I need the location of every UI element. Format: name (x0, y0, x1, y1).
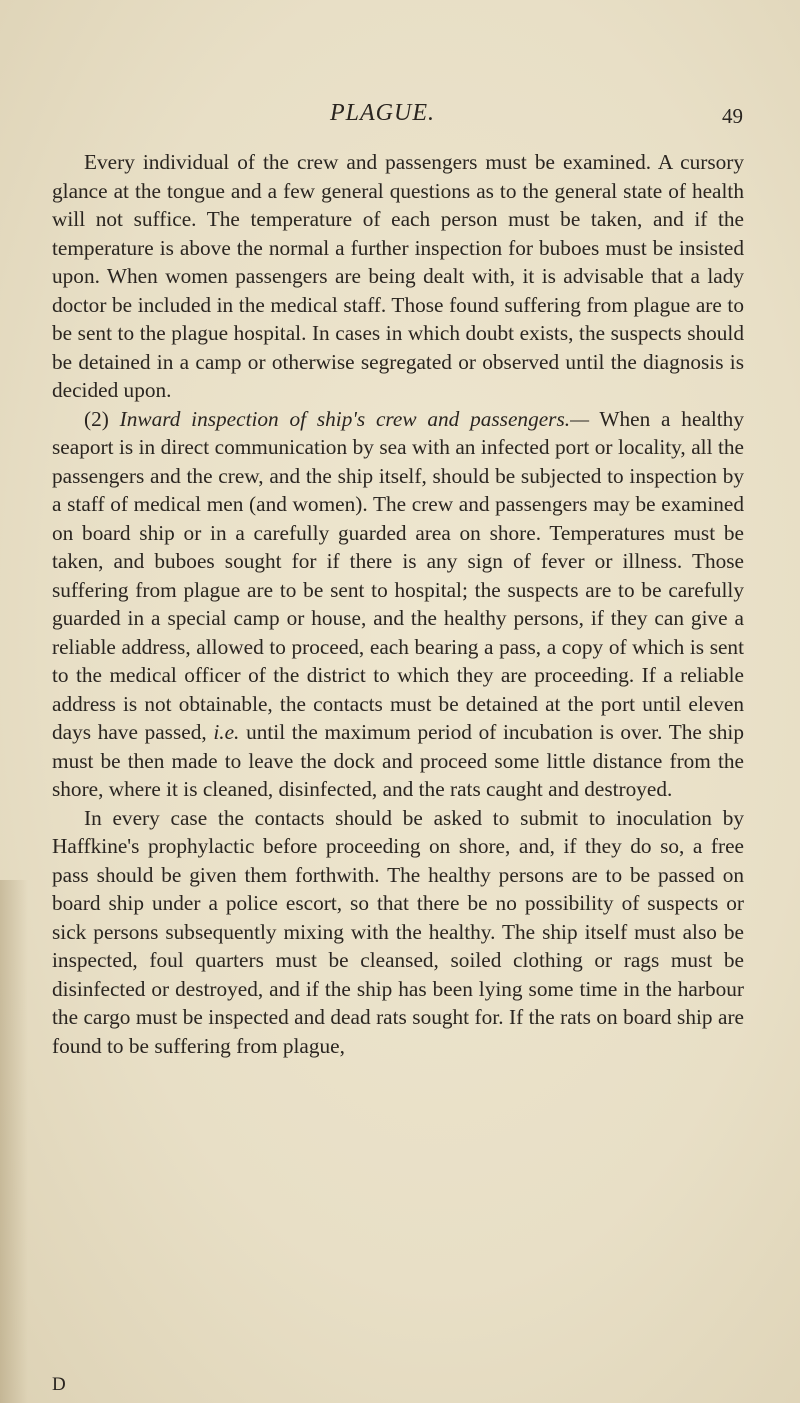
paragraph-1: Every individual of the crew and passengers must be examined. A cursory glance at the tongue and a few general questions as to the general state of health will not suffice. The temperature of each person must be taken, and if the temperature is above the normal a further inspection for buboes must be insisted upon. When women passengers are being dealt with, it is advisable that a lady doctor be included in the medical staff. Those found suffering from plague are to be sent to the plague hospital. In cases in which doubt exists, the suspects should be detained in a camp or otherwise segregated or observed until the diagnosis is decided upon. (52, 150, 744, 402)
section-number: (2) (84, 406, 109, 431)
paragraph-2-text: When a healthy seaport is in direct communication by sea with an infected port or locality, all the passengers and the crew, and the ship itself, should be subjected to inspection by a staff of medical men (and women). The crew and passengers may be examined on board ship or in a carefully guarded area on shore. Temperatures must be taken, and buboes sought for if there is any sign of fever or illness. Those suffering from plague are to be sent to hospital; the suspects are to be carefully guarded in a special camp or house, and the healthy persons, if they can give a reliable address, allowed to proceed, each bearing a pass, a copy of which is sent to the medical officer of the district to which they are proceeding. If a reliable address is not obtainable, the contacts must be detained at the port until eleven days have passed, (52, 406, 744, 744)
body-text (52, 148, 744, 1060)
signature-mark: D (52, 1374, 66, 1395)
page-edge-shadow (0, 880, 28, 1403)
running-title: PLAGUE. (330, 100, 435, 126)
paragraph-3: In every case the contacts should be asked to submit to inoculation by Haffkine's prophylactic before proceeding on shore, and, if they do so, a free pass should be given them forthwith. The healthy persons are to be passed on board ship under a police escort, so that there be no possibility of suspects or sick persons subsequently mixing with the healthy. The ship itself must also be inspected, foul quarters must be cleansed, soiled clothing or rags must be disinfected or destroyed, and if the ship has been lying some time in the harbour the cargo must be inspected and dead rats sought for. If the rats on board ship are found to be suffering from plague, (52, 805, 744, 1058)
page-number: 49 (722, 104, 743, 128)
paragraph-2 (52, 405, 744, 804)
paragraph-2-text-after: until the maximum period of incubation is over. The ship must be then made to leave the dock and proceed some little distance from the shore, where it is cleaned, disinfected, and the rats caught and destroyed. (52, 720, 744, 801)
section-heading: Inward inspection of ship's crew and passengers.— (119, 406, 590, 431)
ie-abbreviation: i.e. (213, 720, 240, 744)
page-header (0, 100, 800, 140)
